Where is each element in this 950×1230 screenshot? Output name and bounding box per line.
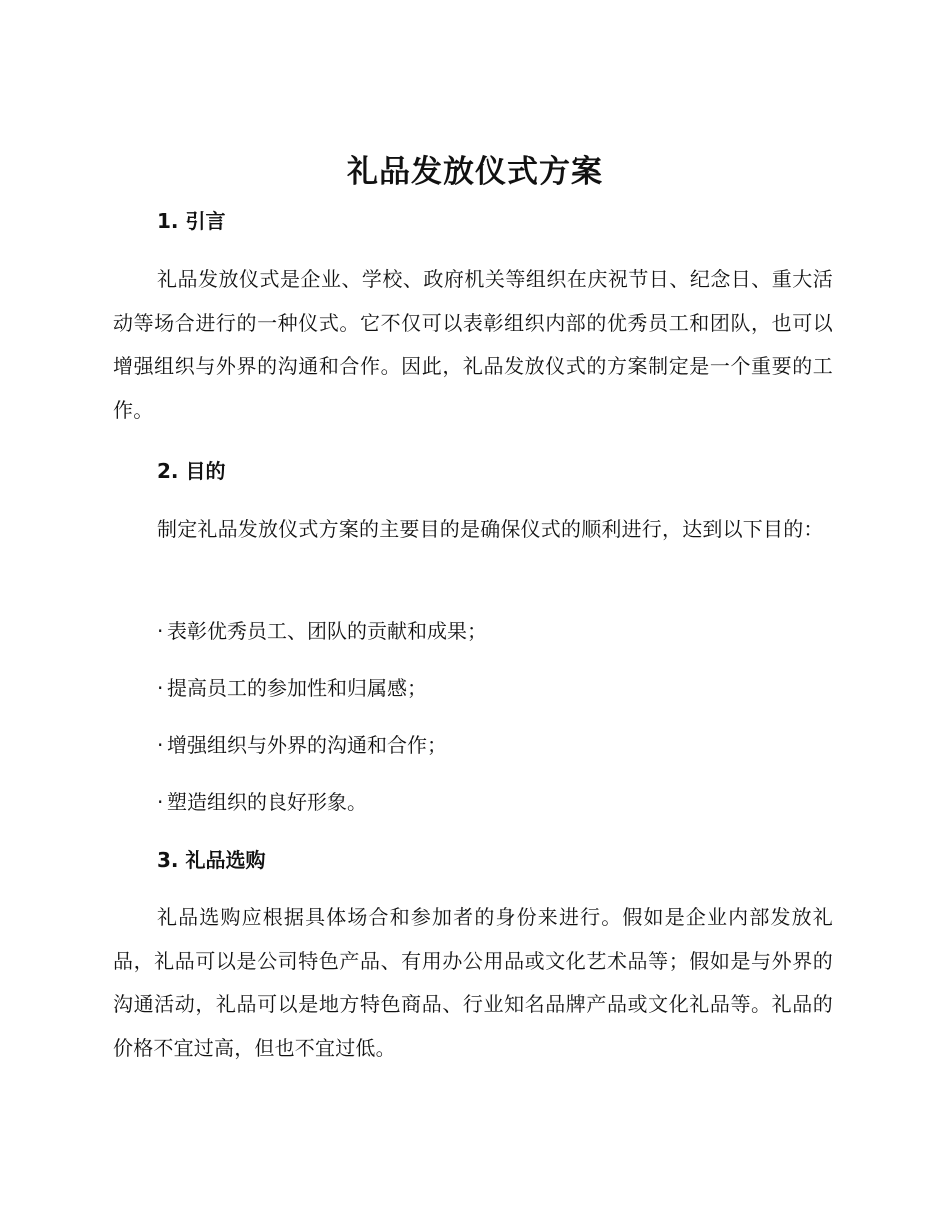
section-paragraph-introduction: 礼品发放仪式是企业、学校、政府机关等组织在庆祝节日、纪念日、重大活动等场合进行的一种仪式。它不仅可以表彰组织内部的优秀员工和团队，也可以增强组织与外界的沟通和合作。因此，礼品发放仪式的方案制定是一个重要的工作。 xyxy=(113,267,833,422)
purpose-bullet-item xyxy=(157,673,427,703)
bullet-text: 增强组织与外界的沟通和合作； xyxy=(167,733,447,757)
purpose-bullet-item xyxy=(157,616,487,646)
bullet-marker: · xyxy=(157,619,164,643)
bullet-marker: · xyxy=(157,676,164,700)
bullet-marker: · xyxy=(157,733,164,757)
section-paragraph-purpose: 制定礼品发放仪式方案的主要目的是确保仪式的顺利进行，达到以下目的： xyxy=(157,517,824,541)
section-heading-purpose: 2. 目的 xyxy=(157,459,226,483)
purpose-bullet-item xyxy=(157,787,367,817)
section-heading-gift-selection: 3. 礼品选购 xyxy=(157,848,266,872)
document-title: 礼品发放仪式方案 xyxy=(347,154,603,190)
purpose-bullet-item xyxy=(157,730,447,760)
section-paragraph-gift-selection: 礼品选购应根据具体场合和参加者的身份来进行。假如是企业内部发放礼品，礼品可以是公司特色产品、有用办公用品或文化艺术品等；假如是与外界的沟通活动，礼品可以是地方特色商品、行业知名品牌产品或文化礼品等。礼品的价格不宜过高，但也不宜过低。 xyxy=(113,905,833,1060)
bullet-marker: · xyxy=(157,790,164,814)
bullet-text: 表彰优秀员工、团队的贡献和成果； xyxy=(167,619,487,643)
section-heading-introduction: 1. 引言 xyxy=(157,209,226,233)
bullet-text: 提高员工的参加性和归属感； xyxy=(167,676,427,700)
bullet-text: 塑造组织的良好形象。 xyxy=(167,790,367,814)
